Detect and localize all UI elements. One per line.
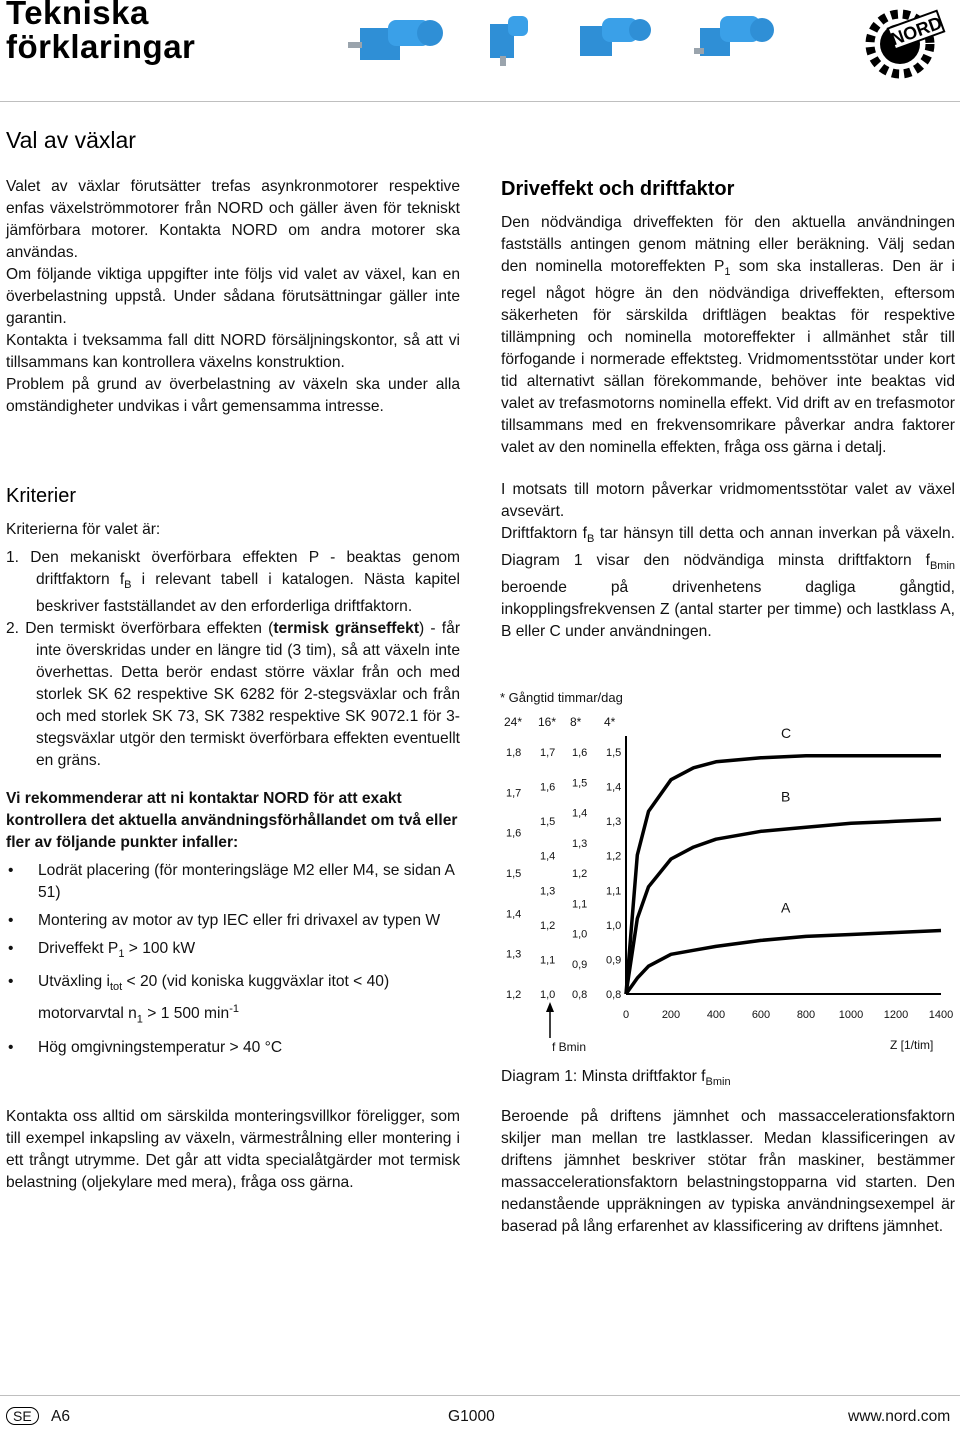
criteria-item-2-number: 2. — [6, 620, 20, 638]
criteria-item-2 — [6, 618, 460, 772]
page-number: A6 — [51, 1408, 71, 1425]
heading-kriterier: Kriterier — [6, 485, 77, 507]
diagram-caption-sub: Bmin — [705, 1076, 731, 1089]
x-tick-label: 200 — [661, 1009, 681, 1021]
y-tick-label: 1,1 — [540, 954, 556, 967]
gearmotor-2-icon — [490, 16, 528, 66]
service-factor-c: beroende på drivenhetens dagliga gångtid, inkopplingsfrekvensen Z (antal starter per timme) och lastklass A, B eller C under användningen. — [501, 579, 955, 641]
language-badge: SE — [6, 1407, 39, 1425]
criteria-item-1-text-b: i relevant tabell i katalogen. Nästa kapitel beskriver fastställandet av den erforderliga driftfaktorn. — [36, 571, 460, 616]
website-link[interactable]: www.nord.com — [848, 1408, 951, 1425]
y-tick-label: 0,9 — [606, 954, 622, 967]
bullet-ratio-b: < 20 (vid koniska kuggväxlar itot < 40) motorvarvtal n — [38, 973, 390, 1023]
y-tick-label: 1,5 — [572, 777, 588, 790]
y-tick-label: 1,0 — [572, 928, 588, 941]
y-axis-header-2: 16* — [538, 715, 557, 729]
series-label-B: B — [781, 788, 791, 805]
chart-title: * Gångtid timmar/dag — [500, 690, 623, 705]
left-closing — [6, 1106, 460, 1194]
y-tick-label: 1,6 — [506, 827, 522, 840]
diagram-caption — [501, 1066, 955, 1093]
gearmotor-3-icon — [580, 18, 651, 56]
y-axis-header-3: 8* — [570, 715, 582, 729]
criteria-item-2-text-a: Den termiskt överförbara effekten ( — [25, 620, 274, 638]
y-tick-label: 1,2 — [572, 868, 588, 880]
paragraph-load-classes: Beroende på driftens jämnhet och massaccelerationsfaktorn skiljer man mellan tre lastklasser. Medan klassificeringen av driftens jämnhet beskriver stötar från maskiner, bestämmer massaccelerationsfaktorn belastningstopparna vid starten. Den nedanstående uppräkningen av typiska användningsexempel är baserad på lång erfarenhet av klassificering av driftens jämnhet. — [501, 1108, 955, 1235]
footer-left — [6, 1406, 70, 1428]
criteria-item-2-bold: termisk gränseffekt — [273, 620, 420, 638]
right-column — [501, 212, 955, 643]
x-axis-label: Z [1/tim] — [890, 1038, 934, 1052]
y-arrow-head — [546, 1002, 554, 1012]
diagram-caption-a: Diagram 1: Minsta driftfaktor f — [501, 1068, 706, 1085]
service-factor-chart — [496, 686, 956, 1056]
doc-code: G1000 — [448, 1408, 495, 1425]
y-tick-label: 1,7 — [506, 787, 522, 800]
service-factor-sub2: Bmin — [929, 560, 955, 573]
header-title-line1: Tekniska — [6, 0, 149, 31]
bullet-power-a: Driveffekt P — [38, 940, 119, 958]
heading-val-av-vaxlar: Val av växlar — [6, 127, 136, 153]
y-tick-label: 1,0 — [540, 989, 556, 1001]
x-tick-label: 400 — [706, 1009, 726, 1021]
criteria-item-2-text-b: ) - får inte överskridas under en längre tid (3 tim), så att växeln inte överhettas. Detta berör endast större växlar från och med storlek SK 62 respektive SK 6282 för 2-stegsväxlar och från och med storlek SK 73, SK 7382 respektive SK 9072.1 för 3-stegsväxlar utgör den termiskt överförbara effekten eventuellt en gräns. — [36, 620, 461, 770]
y-tick-label: 1,6 — [572, 747, 588, 759]
bullet-ratio-a: Utväxling i — [38, 973, 110, 991]
service-factor-sub: B — [587, 533, 595, 546]
header-title — [6, 0, 195, 64]
x-tick-label: 600 — [751, 1009, 771, 1021]
bullet-ratio — [6, 971, 460, 1030]
right-closing — [501, 1106, 955, 1238]
nord-logo — [860, 2, 956, 82]
y-tick-label: 1,3 — [572, 837, 588, 850]
y-tick-label: 1,3 — [606, 816, 622, 829]
y-tick-label: 0,8 — [572, 989, 588, 1001]
gearmotor-4-icon — [694, 16, 774, 56]
bullet-ratio-c: > 1 500 min — [142, 1005, 230, 1023]
x-tick-label: 1000 — [838, 1009, 864, 1021]
header-divider — [0, 101, 960, 102]
y-tick-label: 1,1 — [572, 898, 588, 911]
bullet-ratio-sub: tot — [109, 981, 123, 994]
paragraph-torque: I motsats till motorn påverkar vridmomentsstötar valet av växel avsevärt. — [501, 481, 955, 521]
y-tick-label: 1,1 — [606, 885, 622, 898]
bullet-ratio-sup: -1 — [229, 1003, 239, 1016]
recommendation-bold: Vi rekommenderar att ni kontaktar NORD för att exakt kontrollera det aktuella användningsförhållandet om två eller fler av följande punkter infaller: — [6, 790, 458, 852]
y-tick-label: 1,8 — [506, 747, 522, 759]
y-tick-label: 1,6 — [540, 781, 556, 794]
y-tick-label: 1,4 — [606, 781, 622, 794]
y-axis-header-1: 24* — [504, 715, 523, 729]
y-tick-label: 1,4 — [506, 908, 522, 921]
paragraph-drive-power — [501, 212, 955, 459]
heading-driveffekt: Driveffekt och driftfaktor — [501, 178, 735, 200]
paragraph-intro: Valet av växlar förutsätter trefas asynkronmotorer respektive enfas växelströmmotorer från NORD och gäller även för tekniskt jämförbara motorer. Kontakta NORD om andra motorer ska användas. — [6, 178, 460, 261]
service-factor-a: Driftfaktorn f — [501, 525, 587, 543]
y-tick-label: 1,3 — [540, 885, 556, 898]
service-factor-b: tar hänsyn till detta och annan inverkan på växeln. Diagram 1 visar den nödvändiga minsta driftfaktorn f — [501, 525, 956, 570]
drive-power-b: som ska installeras. Den är i regel något högre än den nödvändiga driveffekten, eftersom säkerheten för särskilda driftlägen beaktas för respektive tillämpning och nominella motoreffekter i allmänhet står till förfogande i normerade effektsteg. Vridmomentsstötar under kort tid alternativt sällan förekommande, behöver inte beaktas vid valet av trefasmotorns nominella effekt. Vid drift av en trefasmotor tillsammans med en frekvensomrikare påverkar andra faktorer valet av den nominella effekten, fråga oss gärna i detalj. — [501, 258, 955, 457]
paragraph-overload: Om följande viktiga uppgifter inte följs vid valet av växel, kan en överbelastning uppstå. Under sådana förutsättningar gäller inte garantin. — [6, 266, 460, 327]
criteria-item-1-sub: B — [124, 579, 132, 592]
paragraph-closing: Kontakta oss alltid om särskilda monteringsvillkor föreligger, som till exempel inkapsling av växeln, värmestrålning eller montering i ett trångt utrymme. Det går att vidta specialåtgärder mot termisk belastning (oljekylare med mera), fråga oss gärna. — [6, 1108, 460, 1191]
svg-text:NORD: NORD — [888, 12, 945, 50]
y-tick-label: 1,5 — [506, 868, 522, 880]
paragraph-problem: Problem på grund av överbelastning av växeln ska under alla omständigheter undvikas i vårt gemensamma intresse. — [6, 376, 460, 415]
criteria-item-1 — [6, 547, 460, 618]
y-tick-label: 1,4 — [572, 807, 588, 820]
y-tick-label: 1,0 — [606, 919, 622, 932]
header-title-line2: förklaringar — [6, 28, 196, 65]
bullet-power-b: > 100 kW — [124, 940, 196, 958]
y-tick-label: 1,2 — [606, 850, 622, 863]
criteria-intro: Kriterierna för valet är: — [6, 521, 161, 538]
left-column — [6, 176, 460, 418]
bullet-power-sub: 1 — [118, 948, 125, 961]
paragraph-service-factor — [501, 523, 955, 643]
criteria-item-1-number: 1. — [6, 549, 20, 566]
bullet-vertical: • Lodrät placering (för monteringsläge M2 eller M4, se sidan A 51) — [6, 860, 460, 904]
y-tick-label: 1,4 — [540, 850, 556, 863]
y-axis-header-4: 4* — [604, 715, 616, 729]
y-tick-label: 1,3 — [506, 948, 522, 961]
y-axis-label: f Bmin — [552, 1040, 587, 1054]
gear-products-image — [340, 6, 780, 66]
y-tick-label: 1,2 — [506, 989, 522, 1001]
y-tick-label: 1,5 — [606, 747, 622, 759]
x-tick-label: 1200 — [883, 1009, 909, 1021]
drive-power-a: Den nödvändiga driveffekten för den aktuella användningen fastställs antingen genom mätning eller beräkning. Välj sedan den nominella motoreffekten P — [501, 214, 955, 275]
y-tick-label: 1,2 — [540, 919, 556, 932]
y-tick-label: 1,7 — [540, 747, 556, 759]
series-label-A: A — [781, 899, 791, 916]
series-label-C: C — [781, 724, 792, 741]
drive-power-sub: 1 — [724, 266, 731, 279]
series-line-A — [626, 931, 941, 995]
footer-divider — [0, 1395, 960, 1396]
y-tick-label: 1,5 — [540, 816, 556, 829]
y-tick-label: 0,9 — [572, 958, 588, 971]
x-tick-label: 1400 — [928, 1009, 954, 1021]
bullet-temperature: • Hög omgivningstemperatur > 40 °C — [6, 1037, 460, 1059]
criteria-section — [6, 519, 460, 1065]
x-tick-label: 800 — [796, 1009, 816, 1021]
x-tick-label: 0 — [622, 1009, 630, 1021]
paragraph-contact: Kontakta i tveksamma fall ditt NORD försäljningskontor, så att vi tillsammans kan kontrollera växelns konstruktion. — [6, 332, 460, 371]
gearmotor-1-icon — [348, 20, 443, 60]
bullet-motor-iec: • Montering av motor av typ IEC eller fri drivaxel av typen W — [6, 910, 460, 932]
y-tick-label: 0,8 — [606, 989, 622, 1001]
criteria-item-1-text-a: Den mekaniskt överförbara effekten P - beaktas genom driftfaktorn f — [30, 549, 460, 588]
bullet-ratio-sub2: 1 — [136, 1013, 143, 1026]
bullet-power — [6, 938, 460, 965]
